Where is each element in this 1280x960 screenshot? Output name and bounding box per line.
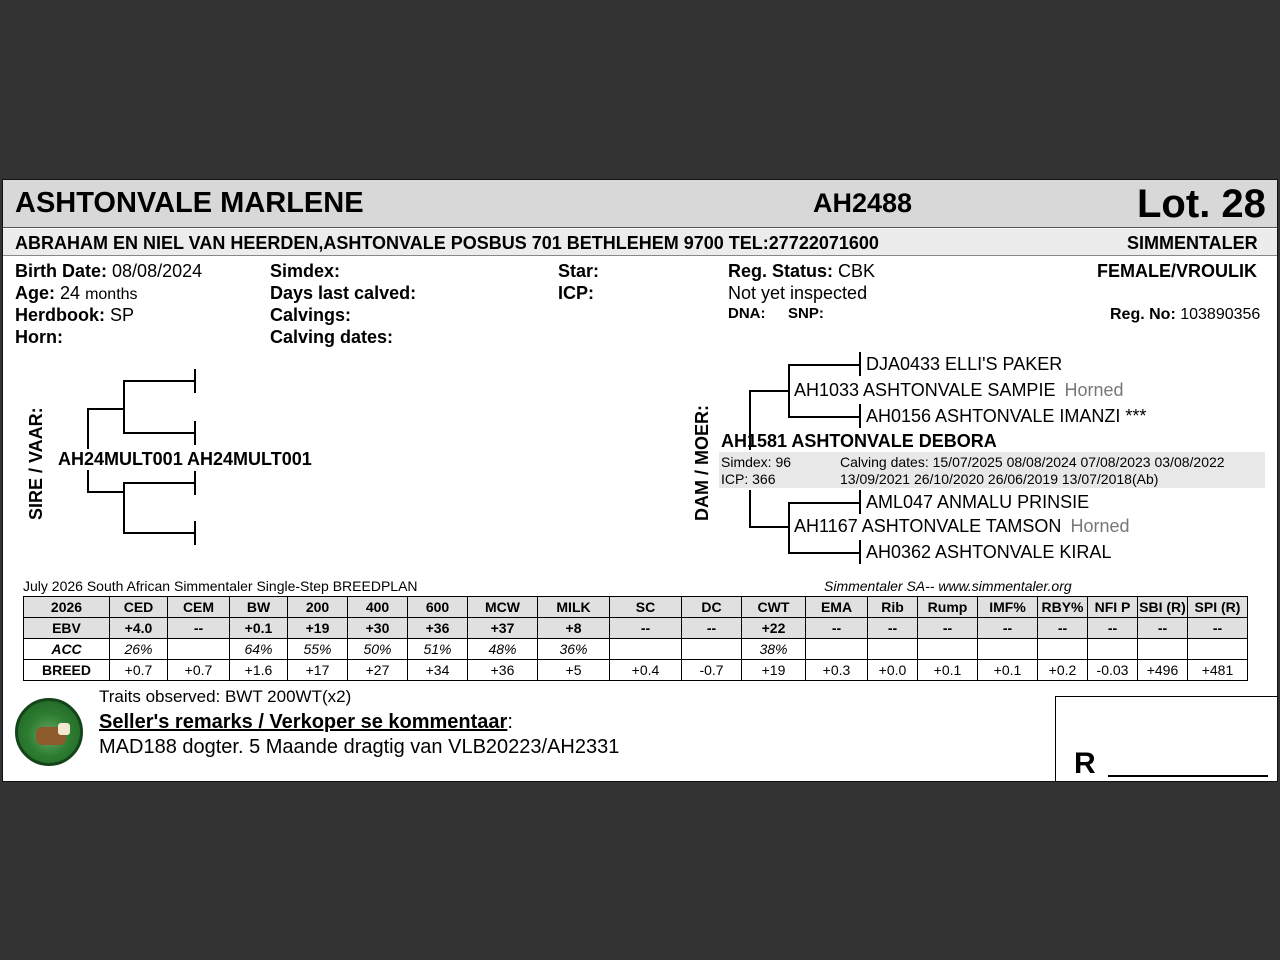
table-cell: 50% xyxy=(348,639,408,660)
table-cell: +0.1 xyxy=(918,660,978,681)
dam-dam-horn: Horned xyxy=(1070,516,1130,536)
breedplan-source: Simmentaler SA-- www.simmentaler.org xyxy=(824,578,1072,594)
table-cell: -0.03 xyxy=(1088,660,1138,681)
table-cell: 2026 xyxy=(24,597,110,618)
table-header-row xyxy=(24,597,1248,618)
dam-sire xyxy=(794,380,1124,401)
dam-info-box xyxy=(719,452,1265,488)
table-cell: BREED xyxy=(24,660,110,681)
table-cell: -- xyxy=(918,618,978,639)
horn-label: Horn: xyxy=(15,327,63,347)
table-cell xyxy=(918,639,978,660)
calving-dates-label: Calving dates: xyxy=(270,327,394,347)
table-cell: 200 xyxy=(288,597,348,618)
table-cell: +0.7 xyxy=(110,660,168,681)
dam-calving-dates-line2: 13/09/2021 26/10/2020 26/06/2019 13/07/2018(Ab) xyxy=(840,471,1159,487)
table-cell: Rump xyxy=(918,597,978,618)
dam-dam-sire: AML047 ANMALU PRINSIE xyxy=(866,492,1090,512)
age-value: 24 xyxy=(60,283,81,303)
table-cell: -- xyxy=(610,618,682,639)
table-cell: -- xyxy=(1188,618,1248,639)
sire-bracket-line xyxy=(123,532,195,534)
table-cell xyxy=(1188,639,1248,660)
table-cell: +8 xyxy=(538,618,610,639)
table-cell: -- xyxy=(682,618,742,639)
animal-name: ASHTONVALE MARLENE xyxy=(15,187,364,219)
table-cell: Rib xyxy=(868,597,918,618)
dam-calving-dates-line1: Calving dates: 15/07/2025 08/08/2024 07/08/2023 03/08/2022 xyxy=(840,454,1225,470)
sire-bracket-line xyxy=(194,421,196,445)
table-cell: 400 xyxy=(348,597,408,618)
animal-code: AH2488 xyxy=(813,188,913,218)
dam-bracket-line xyxy=(749,526,789,528)
breeder-address: ABRAHAM EN NIEL VAN HEERDEN,ASHTONVALE POSBUS 701 BETHLEHEM 9700 TEL:27722071600 xyxy=(15,233,879,253)
birth-date-value: 08/08/2024 xyxy=(112,261,203,281)
table-cell: 51% xyxy=(408,639,468,660)
table-cell xyxy=(868,639,918,660)
table-cell: +30 xyxy=(348,618,408,639)
table-cell: +0.7 xyxy=(168,660,230,681)
breed-name: SIMMENTALER xyxy=(1127,233,1258,253)
dam-bracket-line xyxy=(788,552,860,554)
calvings-label: Calvings: xyxy=(270,305,352,325)
reg-no xyxy=(1110,306,1260,324)
snp-label: SNP: xyxy=(788,305,824,322)
lot-card xyxy=(2,179,1278,782)
table-cell: +22 xyxy=(742,618,806,639)
dam-label: DAM / MOER: xyxy=(692,405,712,521)
table-cell: -0.7 xyxy=(682,660,742,681)
table-cell: 55% xyxy=(288,639,348,660)
table-cell: EMA xyxy=(806,597,868,618)
dam-dam-dam: AH0362 ASHTONVALE KIRAL xyxy=(866,542,1112,562)
table-cell: DC xyxy=(682,597,742,618)
table-cell: +19 xyxy=(742,660,806,681)
table-cell: +36 xyxy=(468,660,538,681)
sire-bracket-line xyxy=(123,482,125,534)
table-cell xyxy=(168,639,230,660)
table-cell: +0.4 xyxy=(610,660,682,681)
table-cell: +36 xyxy=(408,618,468,639)
table-cell: -- xyxy=(1038,618,1088,639)
table-cell: RBY% xyxy=(1038,597,1088,618)
remarks-heading: Seller's remarks / Verkoper se kommentaar xyxy=(99,711,508,733)
birth-date-label: Birth Date: xyxy=(15,261,108,281)
table-cell: -- xyxy=(978,618,1038,639)
table-cell xyxy=(1088,639,1138,660)
sire-bracket-line xyxy=(123,432,195,434)
sire-bracket-line xyxy=(123,380,195,382)
birth-date xyxy=(15,261,202,282)
dam-simdex: Simdex: 96 xyxy=(721,454,792,470)
breedplan-title: July 2026 South African Simmentaler Single-Step BREEDPLAN xyxy=(23,578,418,594)
rand-symbol: R xyxy=(1074,747,1096,780)
table-cell: +5 xyxy=(538,660,610,681)
sire-bracket-line xyxy=(87,408,123,410)
herdbook-label: Herdbook: xyxy=(15,305,105,325)
table-cell: +27 xyxy=(348,660,408,681)
seller-remarks: MAD188 dogter. 5 Maande dragtig van VLB20223/AH2331 xyxy=(99,736,620,758)
dam-bracket-line xyxy=(749,490,751,528)
table-cell: -- xyxy=(1138,618,1188,639)
icp-label: ICP: xyxy=(558,283,594,303)
dam-sire-sire: DJA0433 ELLI'S PAKER xyxy=(866,354,1063,374)
traits-observed: Traits observed: BWT 200WT(x2) xyxy=(99,687,352,706)
table-cell: 36% xyxy=(538,639,610,660)
age-unit: months xyxy=(85,286,138,303)
table-cell: MILK xyxy=(538,597,610,618)
table-cell: -- xyxy=(868,618,918,639)
dam-bracket-line xyxy=(859,490,861,514)
table-cell: ACC xyxy=(24,639,110,660)
table-cell: SBI (R) xyxy=(1138,597,1188,618)
table-cell: +17 xyxy=(288,660,348,681)
table-cell: MCW xyxy=(468,597,538,618)
table-cell: IMF% xyxy=(978,597,1038,618)
simdex-label: Simdex: xyxy=(270,261,341,281)
dam-bracket-line xyxy=(788,364,860,366)
age xyxy=(15,283,138,304)
table-cell: -- xyxy=(806,618,868,639)
dam-bracket-line xyxy=(788,502,860,504)
dam-bracket-line xyxy=(859,352,861,376)
table-row-2 xyxy=(24,660,1248,681)
table-cell: CEM xyxy=(168,597,230,618)
sire-label: SIRE / VAAR: xyxy=(26,407,46,520)
table-cell: +0.3 xyxy=(806,660,868,681)
dam-sire-dam: AH0156 ASHTONVALE IMANZI *** xyxy=(866,406,1147,426)
dam-sire-horn: Horned xyxy=(1064,380,1124,400)
dam-bracket-line xyxy=(749,390,789,392)
table-cell: EBV xyxy=(24,618,110,639)
table-cell: -- xyxy=(168,618,230,639)
dam-name: AH1581 ASHTONVALE DEBORA xyxy=(721,431,997,451)
inspection-status: Not yet inspected xyxy=(728,283,868,303)
dam-bracket-line xyxy=(788,364,790,418)
reg-status-label: Reg. Status: xyxy=(728,261,834,281)
table-cell: +481 xyxy=(1188,660,1248,681)
reg-status xyxy=(728,261,875,282)
table-cell xyxy=(610,639,682,660)
table-cell: +0.1 xyxy=(230,618,288,639)
sire-bracket-line xyxy=(87,491,123,493)
dam-icp: ICP: 366 xyxy=(721,471,776,487)
lot-number: Lot. 28 xyxy=(1137,182,1266,226)
table-cell: 38% xyxy=(742,639,806,660)
dam-sire-name: AH1033 ASHTONVALE SAMPIE xyxy=(794,380,1056,400)
table-cell: +0.1 xyxy=(978,660,1038,681)
table-cell: +4.0 xyxy=(110,618,168,639)
bid-signature-line xyxy=(1108,775,1268,777)
herdbook-value: SP xyxy=(110,305,135,325)
dam-dam-name: AH1167 ASHTONVALE TAMSON xyxy=(794,516,1062,536)
table-cell xyxy=(806,639,868,660)
cow-head-icon xyxy=(58,723,70,735)
dam-bracket-line xyxy=(788,416,860,418)
dam-bracket-line xyxy=(859,404,861,428)
table-cell xyxy=(978,639,1038,660)
herdbook xyxy=(15,305,134,326)
table-cell: NFI P xyxy=(1088,597,1138,618)
table-cell: 64% xyxy=(230,639,288,660)
sire-bracket-line xyxy=(194,471,196,495)
table-cell: +19 xyxy=(288,618,348,639)
table-row-1 xyxy=(24,639,1248,660)
table-cell: CWT xyxy=(742,597,806,618)
age-label: Age: xyxy=(15,283,55,303)
reg-no-value: 103890356 xyxy=(1180,306,1261,323)
table-cell: +496 xyxy=(1138,660,1188,681)
reg-no-label: Reg. No: xyxy=(1110,306,1176,323)
sex: FEMALE/VROULIK xyxy=(1097,261,1257,281)
sire-bracket-line xyxy=(194,521,196,545)
ebv-table xyxy=(23,596,1248,681)
days-last-calved-label: Days last calved: xyxy=(270,283,417,303)
table-cell: +37 xyxy=(468,618,538,639)
reg-status-value: CBK xyxy=(838,261,876,281)
table-cell: SC xyxy=(610,597,682,618)
table-cell: 48% xyxy=(468,639,538,660)
dam-dam xyxy=(794,516,1130,537)
sire-bracket-line xyxy=(123,380,125,434)
sire-bracket-line xyxy=(123,482,195,484)
table-cell: 26% xyxy=(110,639,168,660)
remarks-colon: : xyxy=(507,711,513,733)
table-cell: -- xyxy=(1088,618,1138,639)
star-label: Star: xyxy=(558,261,600,281)
table-cell: CED xyxy=(110,597,168,618)
simmentaler-logo-icon xyxy=(15,698,83,766)
table-cell xyxy=(682,639,742,660)
bid-box[interactable] xyxy=(1055,696,1278,782)
dam-bracket-line xyxy=(788,502,790,554)
table-cell: BW xyxy=(230,597,288,618)
table-cell: 600 xyxy=(408,597,468,618)
table-cell: +1.6 xyxy=(230,660,288,681)
remarks-heading-row xyxy=(99,711,513,734)
dam-bracket-line xyxy=(859,540,861,564)
table-cell xyxy=(1138,639,1188,660)
table-cell xyxy=(1038,639,1088,660)
sire-bracket-line xyxy=(194,369,196,393)
sire-name: AH24MULT001 AH24MULT001 xyxy=(58,449,312,469)
table-cell: +0.0 xyxy=(868,660,918,681)
table-cell: +34 xyxy=(408,660,468,681)
dna-label: DNA: xyxy=(728,305,766,322)
table-row-0 xyxy=(24,618,1248,639)
table-cell: +0.2 xyxy=(1038,660,1088,681)
table-cell: SPI (R) xyxy=(1188,597,1248,618)
